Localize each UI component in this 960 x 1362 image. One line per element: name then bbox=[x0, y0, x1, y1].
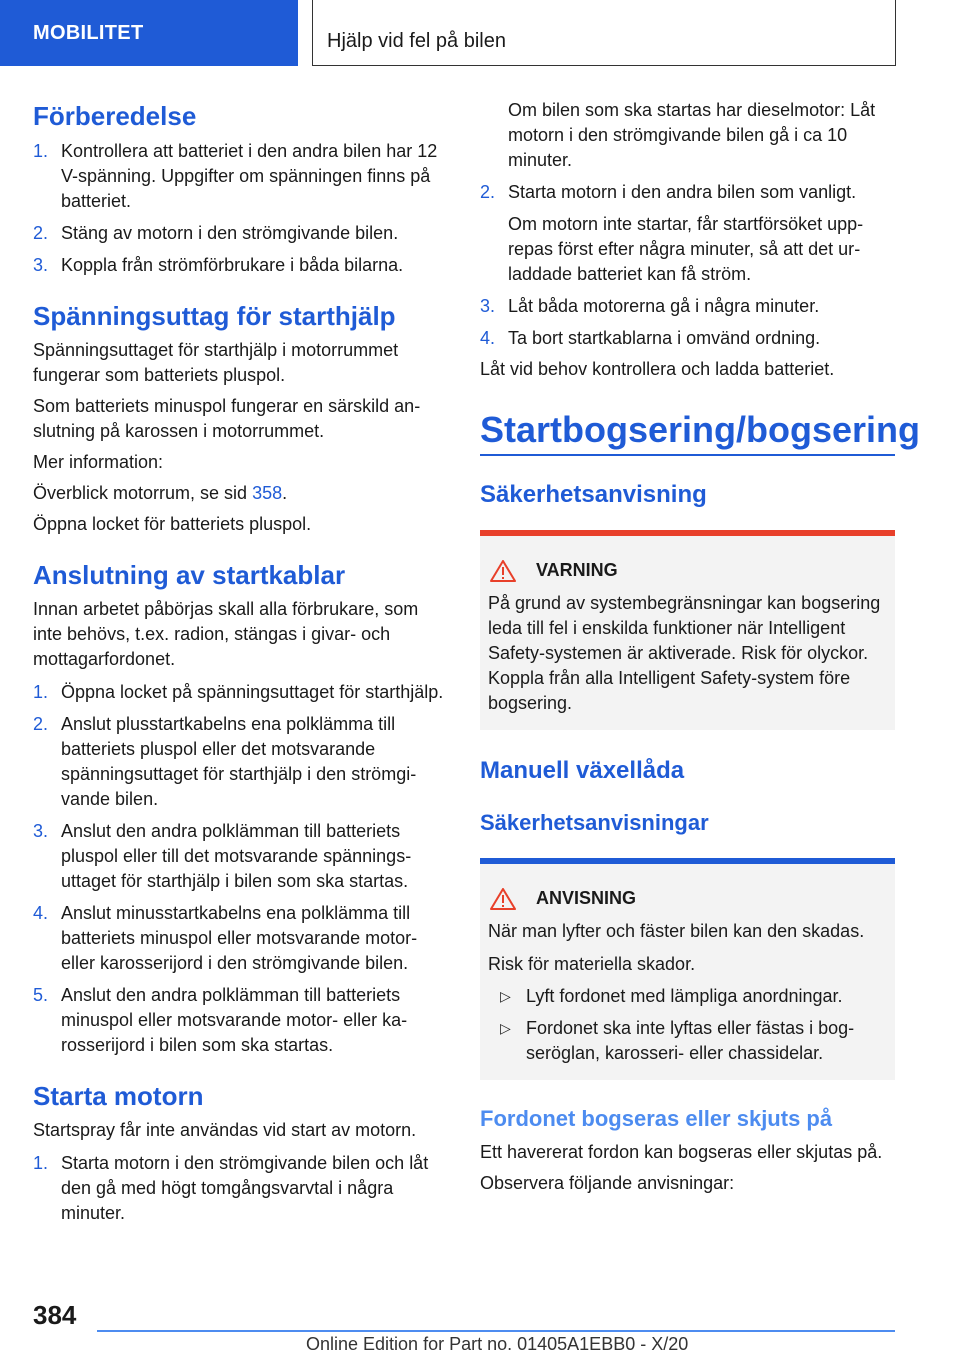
page-header bbox=[0, 0, 960, 66]
paragraph: Låt vid behov kontrollera och ladda batteriet. bbox=[480, 359, 835, 379]
warning-title bbox=[488, 536, 887, 583]
start-steps-continued bbox=[480, 98, 895, 351]
paragraph: Som batteriets minuspol fungerar en särskild anslutning på karossen i motorrummet. bbox=[33, 396, 421, 441]
list-item: Om bilen som ska startas har dieselmotor: Låt motorn i den strömgivande bilen gå i ca 10 minuter. bbox=[508, 100, 876, 170]
paragraph: Ett havererat fordon kan bogseras eller skjutas på. bbox=[480, 1142, 883, 1162]
list-item: 1. Starta motorn i den strömgivande bilen och låt den gå med högt tomgångsvarvtal i några minuter. bbox=[33, 1153, 429, 1223]
list-item: 1. Öppna locket på spänningsuttaget för starthjälp. bbox=[33, 682, 444, 702]
notice-text: Risk för materiella skador. bbox=[488, 954, 696, 974]
paragraph: Mer information: bbox=[33, 452, 164, 472]
notice-title bbox=[488, 864, 887, 911]
list-item: 4. Ta bort startkablarna i omvänd ordning. bbox=[480, 328, 821, 348]
page-link[interactable]: 358 bbox=[252, 483, 283, 503]
chapter-title: Hjälp vid fel på bilen bbox=[312, 0, 896, 66]
heading-manual-gearbox: Manuell växellåda bbox=[480, 757, 685, 784]
list-item: 2. Starta motorn i den andra bilen som vanligt. Om motorn inte startar, får startförsöket upprepas först efter några minuter, så att det urladdade batteriet kan få ström. bbox=[480, 182, 864, 284]
heading-safety-note: Säkerhetsanvisning bbox=[480, 481, 707, 508]
heading-connect-cables: Anslutning av startkablar bbox=[33, 560, 346, 590]
paragraph: Spänningsuttaget för starthjälp i motorrummet fungerar som batteriets pluspol. bbox=[33, 340, 399, 385]
heading-preparation: Förberedelse bbox=[33, 101, 197, 131]
list-item: 5. Anslut den andra polklämman till batteriets minuspol eller motsvarande motor- eller karosserijord i bilen som ska startas. bbox=[33, 985, 408, 1055]
divider bbox=[480, 454, 895, 456]
list-item: 3. Låt båda motorerna gå i några minuter. bbox=[480, 296, 820, 316]
heading-towing: Startbogsering/bogsering bbox=[480, 409, 921, 450]
list-item: 3. Anslut den andra polklämman till batteriets pluspol eller till det motsvarande spänningsuttaget för starthjälp i bilen som ska startas. bbox=[33, 821, 412, 891]
list-item: ▷ Lyft fordonet med lämpliga anordningar. bbox=[488, 984, 887, 1009]
list-item: 4. Anslut minusstartkabelns ena polklämma till batteriets minuspol eller motsvarande motor- eller karosserijord i den strömgivande bilen. bbox=[33, 903, 418, 973]
paragraph: Startspray får inte användas vid start av motorn. bbox=[33, 1120, 417, 1140]
list-item: 2. Stäng av motorn i den strömgivande bilen. bbox=[33, 223, 399, 243]
section-label: MOBILITET bbox=[0, 0, 298, 66]
page-number: 384 bbox=[33, 1300, 77, 1330]
warning-triangle-icon bbox=[490, 888, 516, 910]
right-column bbox=[480, 98, 921, 1196]
notice-bullets bbox=[488, 984, 887, 1066]
notice-text: När man lyfter och fäster bilen kan den skadas. bbox=[488, 921, 865, 941]
heading-towed-pushed: Fordonet bogseras eller skjuts på bbox=[480, 1106, 833, 1131]
cable-steps bbox=[33, 680, 448, 1058]
list-item: 3. Koppla från strömförbrukare i båda bilarna. bbox=[33, 255, 404, 275]
footer-divider bbox=[97, 1330, 895, 1332]
triangle-bullet-icon: ▷ bbox=[500, 988, 511, 1004]
warning-triangle-icon bbox=[490, 560, 516, 582]
notice-box bbox=[480, 858, 895, 1080]
warning-text: På grund av systembegränsningar kan bogsering leda till fel i enskilda funktioner när Intelligent Safety-systemen är aktiverade. Risk för olyckor. Koppla från alla Intelligent Safety-system före bogsering. bbox=[488, 593, 881, 713]
list-item: 2. Anslut plusstartkabelns ena polklämma till batteriets pluspol eller det motsvarande spänningsuttaget för starthjälp i den strömgivande bilen. bbox=[33, 714, 417, 809]
heading-voltage-outlet: Spänningsuttag för starthjälp bbox=[33, 301, 396, 331]
paragraph: Överblick motorrum, se sid 358. bbox=[33, 483, 288, 503]
edition-text: Online Edition for Part no. 01405A1EBB0 - X/20 bbox=[306, 1334, 689, 1354]
left-column bbox=[33, 100, 448, 1226]
heading-safety-notes: Säkerhetsanvisningar bbox=[480, 810, 709, 835]
list-item: ▷ Fordonet ska inte lyftas eller fästas i bogseröglan, karosseri- eller chassidelar. bbox=[500, 1018, 855, 1063]
warning-label: VARNING bbox=[536, 560, 618, 580]
paragraph: Öppna locket för batteriets pluspol. bbox=[33, 514, 312, 534]
notice-label: ANVISNING bbox=[536, 888, 637, 908]
warning-box bbox=[480, 530, 895, 730]
preparation-steps bbox=[33, 139, 448, 278]
list-item: 1. Kontrollera att batteriet i den andra bilen har 12 V-spänning. Uppgifter om spänningen finns på batteriet. bbox=[33, 141, 438, 211]
paragraph: Observera följande anvisningar: bbox=[480, 1173, 735, 1193]
heading-start-engine: Starta motorn bbox=[33, 1081, 204, 1111]
start-steps bbox=[33, 1151, 448, 1226]
paragraph: Innan arbetet påbörjas skall alla förbrukare, som inte behövs, t.ex. radion, stängas i givar- och mottagarfordonet. bbox=[33, 599, 419, 669]
triangle-bullet-icon: ▷ bbox=[500, 1020, 511, 1036]
